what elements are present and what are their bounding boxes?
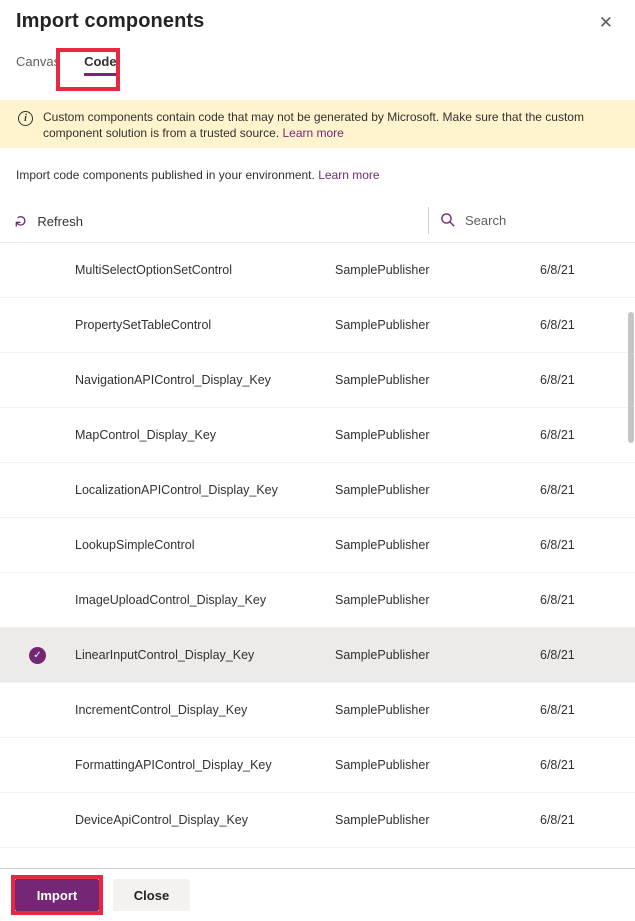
- table-row[interactable]: [0, 683, 635, 738]
- warning-banner: [0, 100, 635, 148]
- banner-learn-more-link[interactable]: Learn more: [282, 126, 344, 140]
- component-name-cell: LinearInputControl_Display_Key: [75, 648, 255, 662]
- component-name-cell: MultiSelectOptionSetControl: [75, 263, 233, 277]
- banner-message: Custom components contain code that may not be generated by Microsoft. Make sure that the custom component solution is from a trusted source.: [43, 110, 584, 140]
- search-box[interactable]: [440, 205, 620, 235]
- close-icon[interactable]: ✕: [593, 10, 619, 35]
- vertical-scrollbar[interactable]: [628, 312, 634, 443]
- date-cell: 6/8/21: [540, 703, 575, 717]
- banner-text: [43, 109, 603, 141]
- search-icon: [440, 212, 456, 228]
- table-row[interactable]: [0, 793, 635, 848]
- publisher-cell: SamplePublisher: [335, 813, 430, 827]
- intro-message: Import code components published in your environment.: [16, 168, 315, 182]
- close-button[interactable]: Close: [113, 879, 190, 911]
- table-row[interactable]: [0, 243, 635, 298]
- refresh-button[interactable]: [13, 213, 83, 229]
- tab-canvas[interactable]: Canvas: [16, 54, 60, 76]
- publisher-cell: SamplePublisher: [335, 538, 430, 552]
- publisher-cell: SamplePublisher: [335, 483, 430, 497]
- component-name-cell: NavigationAPIControl_Display_Key: [75, 373, 271, 387]
- toolbar-divider: [428, 207, 429, 234]
- tab-code[interactable]: Code: [84, 54, 117, 76]
- publisher-cell: SamplePublisher: [335, 703, 430, 717]
- date-cell: 6/8/21: [540, 593, 575, 607]
- tab-bar: [16, 54, 117, 76]
- intro-learn-more-link[interactable]: Learn more: [318, 168, 380, 182]
- intro-text: [16, 168, 380, 182]
- date-cell: 6/8/21: [540, 538, 575, 552]
- date-cell: 6/8/21: [540, 263, 575, 277]
- publisher-cell: SamplePublisher: [335, 318, 430, 332]
- date-cell: 6/8/21: [540, 758, 575, 772]
- date-cell: 6/8/21: [540, 318, 575, 332]
- component-list: [0, 242, 635, 847]
- component-name-cell: ImageUploadControl_Display_Key: [75, 593, 267, 607]
- import-button[interactable]: Import: [15, 879, 99, 911]
- component-name-cell: MapControl_Display_Key: [75, 428, 217, 442]
- date-cell: 6/8/21: [540, 813, 575, 827]
- component-name-cell: FormattingAPIControl_Display_Key: [75, 758, 272, 772]
- refresh-icon: ↻: [13, 214, 31, 228]
- refresh-label: Refresh: [37, 213, 83, 229]
- table-row[interactable]: [0, 353, 635, 408]
- row-check-cell[interactable]: [0, 647, 75, 664]
- table-row[interactable]: [0, 518, 635, 573]
- page-title: Import components: [16, 10, 205, 32]
- list-toolbar: [0, 203, 635, 239]
- dialog-footer: [0, 869, 635, 921]
- component-name-cell: IncrementControl_Display_Key: [75, 703, 248, 717]
- publisher-cell: SamplePublisher: [335, 428, 430, 442]
- table-row[interactable]: [0, 628, 635, 683]
- component-name-cell: LocalizationAPIControl_Display_Key: [75, 483, 278, 497]
- date-cell: 6/8/21: [540, 373, 575, 387]
- publisher-cell: SamplePublisher: [335, 593, 430, 607]
- date-cell: 6/8/21: [540, 483, 575, 497]
- dialog-header: [16, 10, 619, 35]
- table-row[interactable]: [0, 738, 635, 793]
- component-name-cell: LookupSimpleControl: [75, 538, 195, 552]
- table-row[interactable]: [0, 408, 635, 463]
- publisher-cell: SamplePublisher: [335, 648, 430, 662]
- table-row[interactable]: [0, 573, 635, 628]
- search-input[interactable]: [465, 213, 605, 228]
- date-cell: 6/8/21: [540, 648, 575, 662]
- table-row[interactable]: [0, 463, 635, 518]
- publisher-cell: SamplePublisher: [335, 263, 430, 277]
- component-name-cell: DeviceApiControl_Display_Key: [75, 813, 248, 827]
- date-cell: 6/8/21: [540, 428, 575, 442]
- table-row[interactable]: [0, 298, 635, 353]
- publisher-cell: SamplePublisher: [335, 758, 430, 772]
- publisher-cell: SamplePublisher: [335, 373, 430, 387]
- selected-check-icon: ✓: [29, 647, 46, 664]
- component-name-cell: PropertySetTableControl: [75, 318, 212, 332]
- info-icon: i: [18, 111, 33, 126]
